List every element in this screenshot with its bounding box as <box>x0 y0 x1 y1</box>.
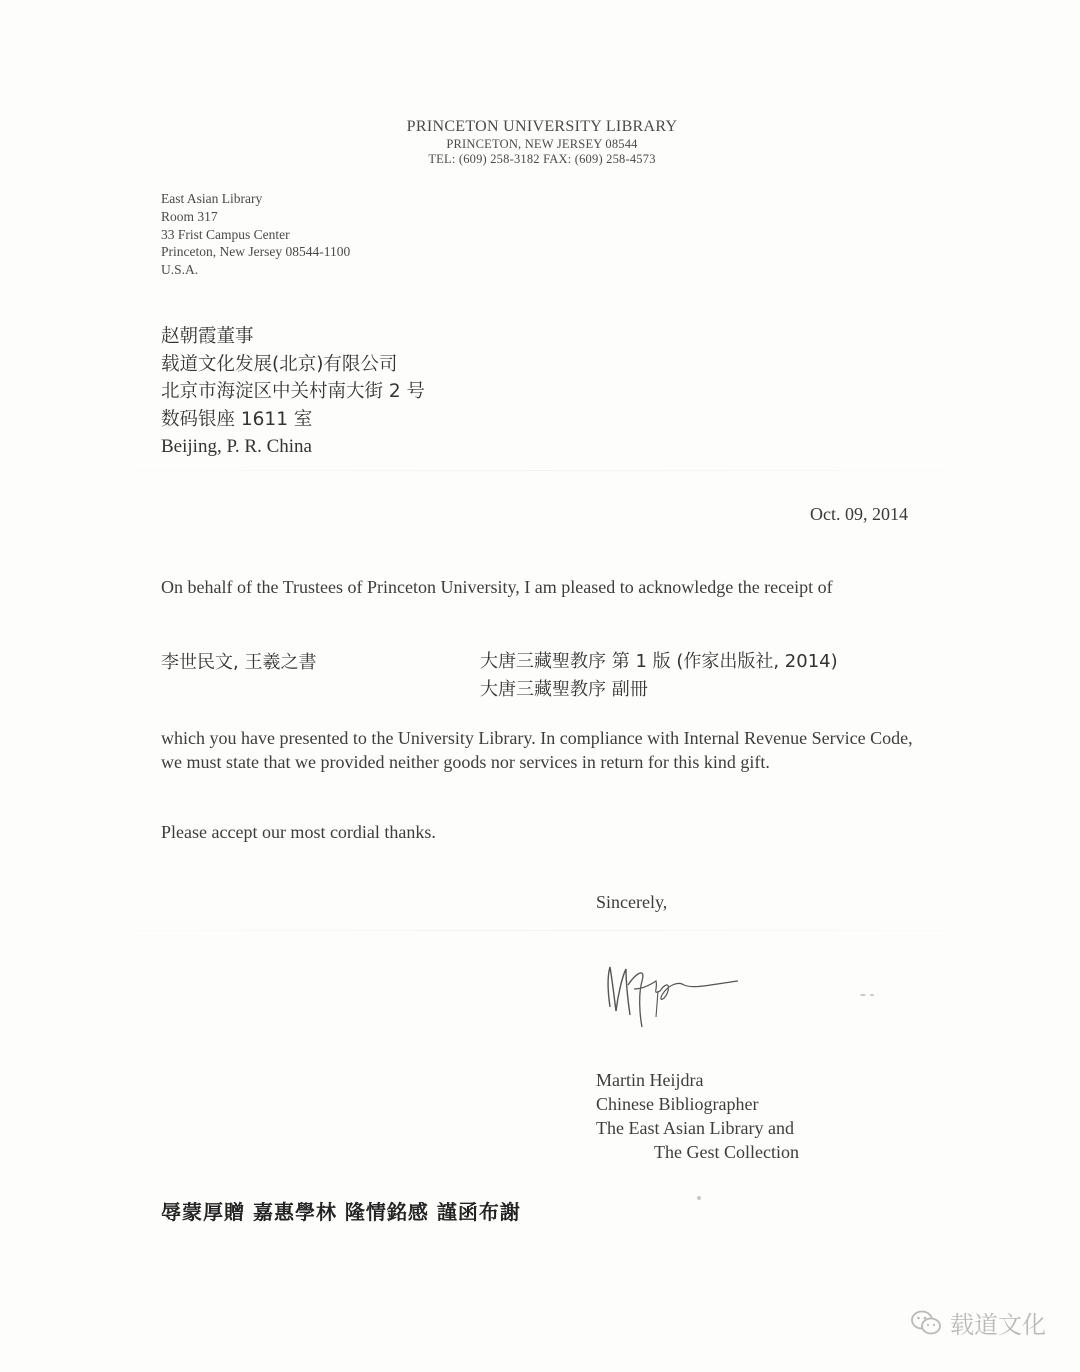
recipient-building: 数码银座 1611 室 <box>161 408 313 430</box>
return-address-line: Princeton, New Jersey 08544-1100 <box>161 244 351 260</box>
recipient-address <box>161 323 425 461</box>
return-address-line: 33 Frist Campus Center <box>161 226 290 242</box>
watermark <box>910 1305 1046 1340</box>
signature-block <box>596 1068 799 1164</box>
recipient-street: 北京市海淀区中关村南大街 2 号 <box>161 381 426 402</box>
return-address-line: Room 317 <box>161 208 218 224</box>
letter-date: Oct. 09, 2014 <box>810 504 908 524</box>
recipient-company: 载道文化发展(北京)有限公司 <box>161 353 398 375</box>
return-address-line: U.S.A. <box>161 262 199 278</box>
letterhead-address: PRINCETON, NEW JERSEY 08544 <box>446 137 638 151</box>
recipient-name: 赵朝霞董事 <box>161 326 254 347</box>
thanks-paragraph: Please accept our most cordial thanks. <box>161 822 436 842</box>
handwritten-signature <box>598 955 748 1035</box>
closing: Sincerely, <box>596 892 668 912</box>
paper-mark <box>860 994 866 996</box>
return-address-line: East Asian Library <box>161 191 263 206</box>
signer-name: Martin Heijdra <box>596 1070 704 1090</box>
letterhead-contact: TEL: (609) 258-3182 FAX: (609) 258-4573 <box>428 152 656 166</box>
paper-mark <box>697 1196 701 1200</box>
stamp-text: 辱蒙厚贈 嘉惠學林 隆情銘感 謹函布謝 <box>161 1200 521 1224</box>
letterhead <box>300 117 784 167</box>
paper-fold-line <box>0 930 1080 931</box>
works-titles <box>480 648 838 704</box>
wechat-icon <box>910 1309 942 1337</box>
compliance-paragraph: which you have presented to the University Library. In compliance with Internal Revenue Service Code, we must state that we provided neither goods nor services in return for this kind gift. <box>161 728 913 772</box>
signer-title: Chinese Bibliographer <box>596 1094 759 1114</box>
works-author: 李世民文, 王羲之書 <box>161 652 317 673</box>
watermark-label: 载道文化 <box>950 1311 1046 1339</box>
paper-fold-line <box>0 470 1080 471</box>
work-title: 大唐三藏聖教序 第 1 版 (作家出版社, 2014) <box>480 651 838 672</box>
work-title: 大唐三藏聖教序 副冊 <box>480 679 648 700</box>
recipient-city: Beijing, P. R. China <box>161 436 312 457</box>
paper-mark <box>870 994 874 996</box>
return-address <box>161 190 350 279</box>
signer-org-continued: The Gest Collection <box>654 1142 799 1162</box>
intro-paragraph: On behalf of the Trustees of Princeton University, I am pleased to acknowledge the receipt of <box>161 577 833 597</box>
letterhead-title: PRINCETON UNIVERSITY LIBRARY <box>406 118 678 135</box>
signer-org: The East Asian Library and <box>596 1118 794 1138</box>
